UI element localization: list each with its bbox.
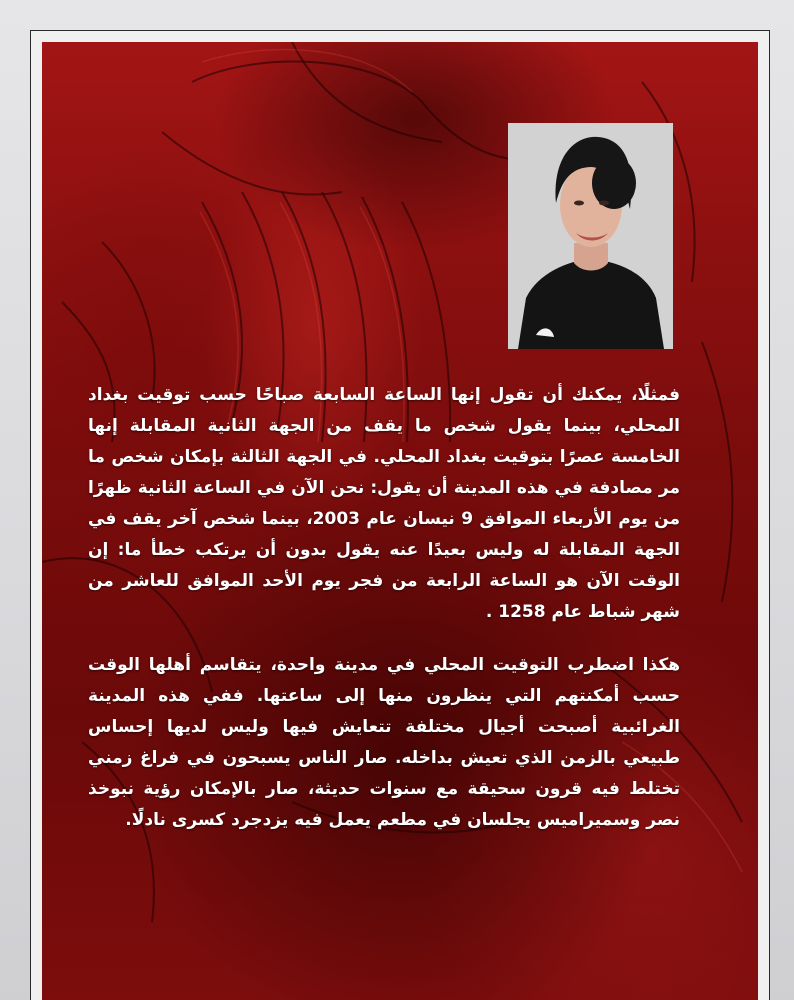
synopsis-text bbox=[88, 380, 680, 836]
author-photo bbox=[508, 123, 673, 349]
book-back-cover bbox=[42, 42, 758, 1000]
synopsis-paragraph-2: هكذا اضطرب التوقيت المحلي في مدينة واحدة، يتقاسم أهلها الوقت حسب أمكنتهم التي ينظرون منها إلى ساعتها. ففي هذه المدينة الغرائبية أصبحت أجيال مختلفة تتعايش فيها وليس لديها إحساس طبيعي بالزمن الذي تعيش بداخله. صار الناس يسبحون في فراغ زمني تختلط فيه قرون سحيقة مع سنوات حديثة، صار بالإمكان رؤية نبوخذ نصر وسميراميس يجلسان في مطعم يعمل فيه يزدجرد كسرى نادلًا. bbox=[88, 655, 680, 830]
synopsis-paragraph-1: فمثلًا، يمكنك أن تقول إنها الساعة السابعة صباحًا حسب توقيت بغداد المحلي، بينما يقول شخص ما يقف من الجهة الثانية المقابلة إنها الخامسة عصرًا بتوقيت بغداد المحلي. في الجهة الثالثة بإمكان شخص ما مر مصادفة في هذه المدينة أن يقول: نحن الآن في الساعة الثانية ظهرًا من يوم الأربعاء الموافق 9 نيسان عام 2003، بينما شخص آخر يقف في الجهة المقابلة له وليس بعيدًا عنه يقول بدون أن يرتكب خطأ ما: إن الوقت الآن هو الساعة الرابعة من فجر يوم الأحد الموافق للعاشر من شهر شباط عام 1258 . bbox=[88, 385, 681, 622]
